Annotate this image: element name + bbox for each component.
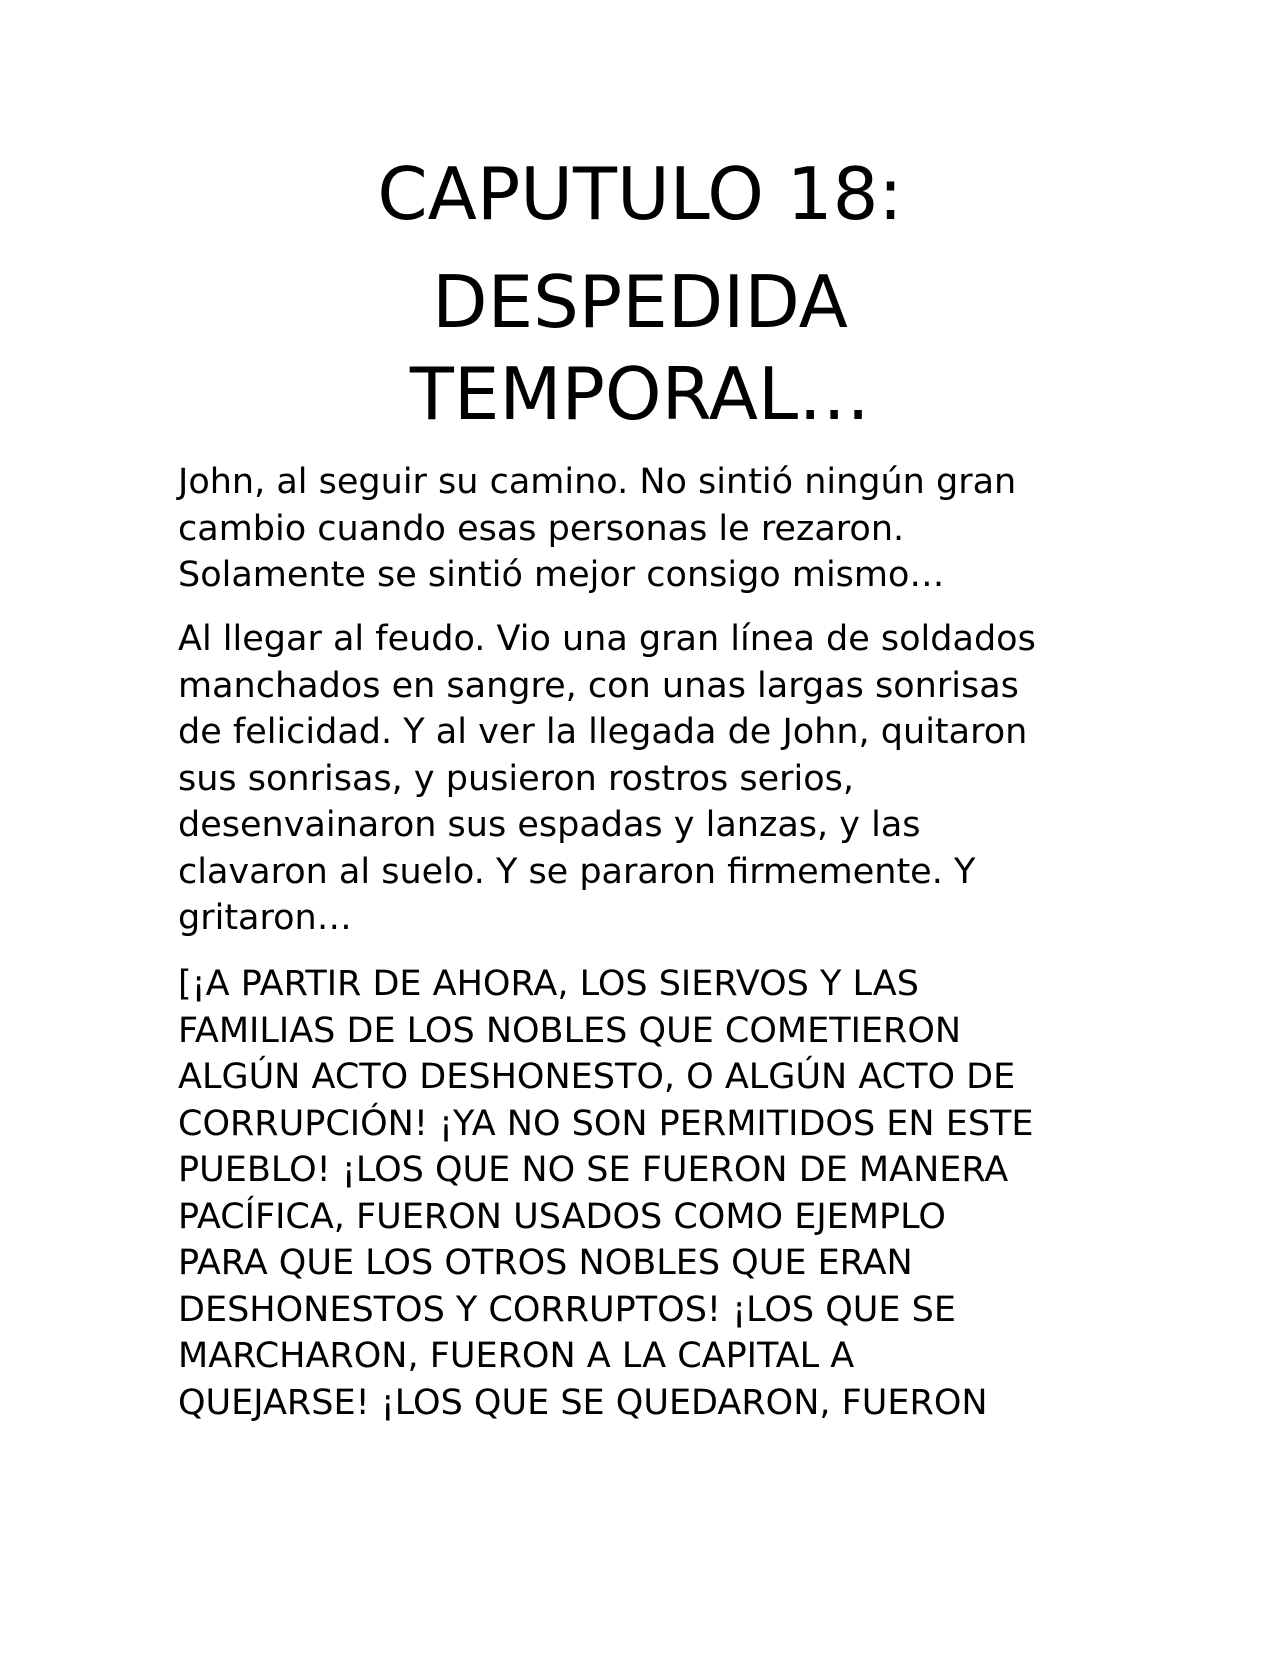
paragraph-2: Al llegar al feudo. Vio una gran línea de soldados manchados en sangre, con unas largas sonrisas de felicidad. Y al ver la llegada de John, quitaron sus sonrisas, y pusieron rostros serios, desenvainaron sus espadas y lanzas, y las clavaron al suelo. Y se pararon firmemente. Y gritaron… — [178, 619, 1036, 938]
chapter-subtitle-line-1: DESPEDIDA — [432, 260, 848, 344]
chapter-subtitle-line-2: TEMPORAL… — [409, 352, 871, 436]
paragraph-3: [¡A PARTIR DE AHORA, LOS SIERVOS Y LAS FAMILIAS DE LOS NOBLES QUE COMETIERON ALGÚN ACTO DESHONESTO, O ALGÚN ACTO DE CORRUPCIÓN! ¡YA NO SON PERMITIDOS EN ESTE PUEBLO! ¡LOS QUE NO SE FUERON DE MANERA PACÍFICA, FUERON USADOS COMO EJEMPLO PARA QUE LOS OTROS NOBLES QUE ERAN DESHONESTOS Y CORRUPTOS! ¡LOS QUE SE MARCHARON, FUERON A LA CAPITAL A QUEJARSE! ¡LOS QUE SE QUEDARON, FUERON — [178, 964, 1034, 1423]
chapter-title: CAPUTULO 18: — [377, 152, 903, 236]
paragraph-1: John, al seguir su camino. No sintió ningún gran cambio cuando esas personas le rezaron. Solamente se sintió mejor consigo mismo… — [178, 462, 1017, 595]
